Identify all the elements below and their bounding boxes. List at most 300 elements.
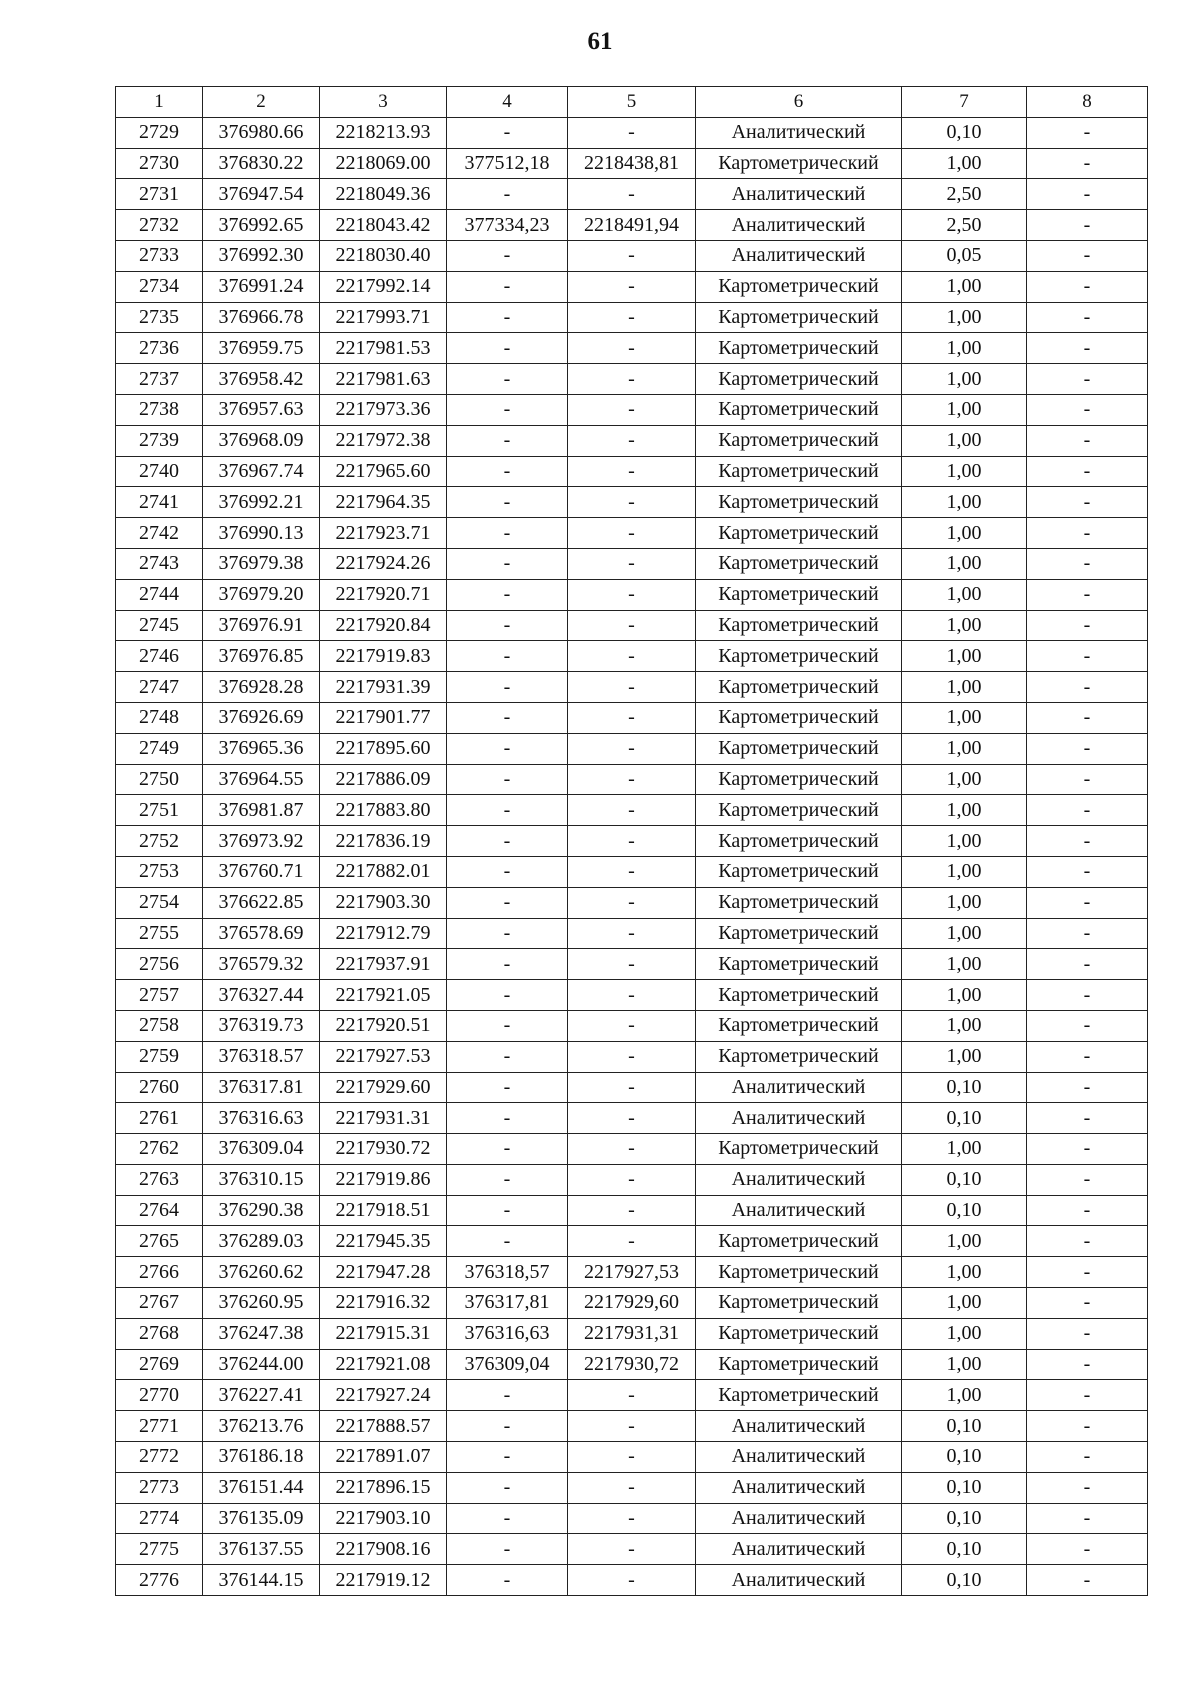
table-cell: -	[568, 1503, 696, 1534]
table-cell: -	[1027, 1072, 1148, 1103]
table-row	[116, 425, 1148, 456]
table-cell: -	[1027, 764, 1148, 795]
table-row	[116, 1472, 1148, 1503]
table-cell: -	[447, 487, 568, 518]
coordinates-table	[115, 86, 1148, 1596]
table-cell: 2735	[116, 302, 203, 333]
table-cell: 1,00	[902, 702, 1027, 733]
table-row	[116, 1164, 1148, 1195]
table-cell: 1,00	[902, 425, 1027, 456]
page-number: 61	[587, 28, 613, 55]
table-cell: 1,00	[902, 1349, 1027, 1380]
table-row	[116, 1010, 1148, 1041]
table-cell: Картометрический	[696, 487, 902, 518]
table-cell: -	[1027, 302, 1148, 333]
table-row	[116, 1318, 1148, 1349]
table-cell: Картометрический	[696, 1349, 902, 1380]
table-cell: Картометрический	[696, 918, 902, 949]
table-cell: Картометрический	[696, 456, 902, 487]
table-cell: -	[1027, 641, 1148, 672]
table-row	[116, 487, 1148, 518]
table-row	[116, 240, 1148, 271]
table-cell: 2772	[116, 1442, 203, 1473]
table-cell: Аналитический	[696, 1103, 902, 1134]
table-cell: 376316,63	[447, 1318, 568, 1349]
table-cell: 2746	[116, 641, 203, 672]
table-cell: -	[1027, 1134, 1148, 1165]
table-cell: 376973.92	[203, 826, 320, 857]
table-cell: 1,00	[902, 826, 1027, 857]
table-cell: 2752	[116, 826, 203, 857]
table-cell: -	[1027, 1164, 1148, 1195]
table-row	[116, 1503, 1148, 1534]
column-header: 5	[568, 87, 696, 118]
table-cell: 1,00	[902, 394, 1027, 425]
table-cell: 0,10	[902, 1072, 1027, 1103]
header-row	[116, 87, 1148, 118]
table-cell: -	[1027, 672, 1148, 703]
table-cell: -	[1027, 887, 1148, 918]
table-cell: -	[447, 1411, 568, 1442]
table-cell: Картометрический	[696, 672, 902, 703]
table-cell: -	[568, 1226, 696, 1257]
table-cell: -	[1027, 610, 1148, 641]
table-cell: Аналитический	[696, 179, 902, 210]
table-cell: -	[447, 302, 568, 333]
table-cell: 376760.71	[203, 856, 320, 887]
table-cell: 2218043.42	[320, 210, 447, 241]
table-cell: 1,00	[902, 610, 1027, 641]
table-cell: 1,00	[902, 1041, 1027, 1072]
table-cell: -	[447, 1226, 568, 1257]
table-cell: -	[447, 394, 568, 425]
table-cell: 2739	[116, 425, 203, 456]
table-cell: -	[568, 456, 696, 487]
table-cell: 2745	[116, 610, 203, 641]
table-cell: 376244.00	[203, 1349, 320, 1380]
table-cell: -	[447, 364, 568, 395]
table-cell: 1,00	[902, 302, 1027, 333]
table-cell: 376980.66	[203, 117, 320, 148]
table-cell: -	[568, 240, 696, 271]
table-row	[116, 456, 1148, 487]
table-row	[116, 117, 1148, 148]
table-cell: 376976.91	[203, 610, 320, 641]
table-cell: Картометрический	[696, 333, 902, 364]
table-cell: -	[1027, 487, 1148, 518]
table-cell: 1,00	[902, 364, 1027, 395]
table-row	[116, 1534, 1148, 1565]
table-cell: Картометрический	[696, 826, 902, 857]
table-cell: -	[447, 1041, 568, 1072]
table-cell: 376318,57	[447, 1257, 568, 1288]
table-cell: Аналитический	[696, 210, 902, 241]
table-row	[116, 1226, 1148, 1257]
table-cell: 2217916.32	[320, 1288, 447, 1319]
table-cell: 1,00	[902, 856, 1027, 887]
table-cell: 376990.13	[203, 518, 320, 549]
table-cell: -	[1027, 795, 1148, 826]
table-cell: 2217921.05	[320, 980, 447, 1011]
table-cell: 376227.41	[203, 1380, 320, 1411]
table-row	[116, 795, 1148, 826]
table-row	[116, 764, 1148, 795]
table-cell: 376578.69	[203, 918, 320, 949]
table-cell: 2217919.12	[320, 1565, 447, 1596]
table-cell: -	[447, 1103, 568, 1134]
table-row	[116, 702, 1148, 733]
table-cell: Картометрический	[696, 856, 902, 887]
table-row	[116, 271, 1148, 302]
table-cell: 376316.63	[203, 1103, 320, 1134]
table-cell: 376186.18	[203, 1442, 320, 1473]
table-cell: 2754	[116, 887, 203, 918]
table-cell: -	[447, 548, 568, 579]
table-cell: 2217931,31	[568, 1318, 696, 1349]
table-cell: -	[568, 826, 696, 857]
table-cell: -	[568, 1134, 696, 1165]
table-cell: -	[568, 1565, 696, 1596]
table-cell: 2749	[116, 733, 203, 764]
table-row	[116, 856, 1148, 887]
column-header: 2	[203, 87, 320, 118]
table-cell: -	[1027, 856, 1148, 887]
table-row	[116, 579, 1148, 610]
table-cell: -	[568, 518, 696, 549]
table-cell: 376830.22	[203, 148, 320, 179]
table-cell: 376327.44	[203, 980, 320, 1011]
table-cell: 2218213.93	[320, 117, 447, 148]
table-cell: -	[568, 764, 696, 795]
table-cell: -	[1027, 548, 1148, 579]
table-cell: -	[568, 1010, 696, 1041]
table-cell: 2762	[116, 1134, 203, 1165]
table-cell: -	[568, 117, 696, 148]
table-cell: Картометрический	[696, 148, 902, 179]
table-cell: 2775	[116, 1534, 203, 1565]
table-cell: -	[1027, 1318, 1148, 1349]
table-cell: -	[1027, 1041, 1148, 1072]
table-cell: 2217901.77	[320, 702, 447, 733]
table-cell: -	[447, 764, 568, 795]
table-cell: 376992.65	[203, 210, 320, 241]
table-cell: 2217981.63	[320, 364, 447, 395]
table-cell: 2217965.60	[320, 456, 447, 487]
table-cell: -	[1027, 1010, 1148, 1041]
table-cell: 2217891.07	[320, 1442, 447, 1473]
table-cell: Картометрический	[696, 364, 902, 395]
table-cell: 2217923.71	[320, 518, 447, 549]
table-cell: 2217993.71	[320, 302, 447, 333]
table-cell: -	[447, 240, 568, 271]
table-cell: Аналитический	[696, 1503, 902, 1534]
table-row	[116, 1134, 1148, 1165]
table-cell: -	[568, 1534, 696, 1565]
table-cell: -	[568, 1041, 696, 1072]
table-cell: 376622.85	[203, 887, 320, 918]
table-row	[116, 148, 1148, 179]
table-cell: 1,00	[902, 980, 1027, 1011]
table-cell: 1,00	[902, 148, 1027, 179]
table-cell: -	[1027, 1442, 1148, 1473]
table-cell: 2217964.35	[320, 487, 447, 518]
table-cell: 2217903.30	[320, 887, 447, 918]
table-cell: 1,00	[902, 579, 1027, 610]
table-cell: -	[447, 425, 568, 456]
table-cell: -	[1027, 518, 1148, 549]
table-cell: 2217945.35	[320, 1226, 447, 1257]
table-cell: 2217947.28	[320, 1257, 447, 1288]
table-cell: 376979.38	[203, 548, 320, 579]
table-cell: 1,00	[902, 1010, 1027, 1041]
table-cell: 376260.95	[203, 1288, 320, 1319]
table-cell: 2217929.60	[320, 1072, 447, 1103]
table-cell: 2744	[116, 579, 203, 610]
table-cell: 376151.44	[203, 1472, 320, 1503]
table-cell: -	[447, 179, 568, 210]
table-cell: Аналитический	[696, 1411, 902, 1442]
table-cell: 1,00	[902, 271, 1027, 302]
table-cell: -	[1027, 148, 1148, 179]
table-row	[116, 333, 1148, 364]
table-cell: -	[568, 1380, 696, 1411]
table-cell: 0,10	[902, 1195, 1027, 1226]
table-cell: 2774	[116, 1503, 203, 1534]
table-cell: 2217921.08	[320, 1349, 447, 1380]
table-cell: 376213.76	[203, 1411, 320, 1442]
table-cell: Аналитический	[696, 1534, 902, 1565]
table-row	[116, 826, 1148, 857]
table-cell: Картометрический	[696, 610, 902, 641]
table-cell: 376247.38	[203, 1318, 320, 1349]
table-cell: -	[1027, 425, 1148, 456]
table-cell: -	[568, 548, 696, 579]
table-cell: 376992.30	[203, 240, 320, 271]
table-cell: 2740	[116, 456, 203, 487]
table-row	[116, 302, 1148, 333]
table-cell: -	[447, 887, 568, 918]
table-cell: 376968.09	[203, 425, 320, 456]
table-cell: 376976.85	[203, 641, 320, 672]
table-cell: 376309,04	[447, 1349, 568, 1380]
table-cell: 376144.15	[203, 1565, 320, 1596]
table-cell: 2218491,94	[568, 210, 696, 241]
table-cell: -	[1027, 918, 1148, 949]
table-cell: 0,10	[902, 117, 1027, 148]
table-row	[116, 364, 1148, 395]
table-cell: 2741	[116, 487, 203, 518]
table-cell: -	[568, 918, 696, 949]
table-cell: -	[568, 980, 696, 1011]
table-cell: -	[568, 487, 696, 518]
table-cell: Картометрический	[696, 394, 902, 425]
table-row	[116, 1103, 1148, 1134]
table-cell: 2767	[116, 1288, 203, 1319]
table-cell: -	[447, 456, 568, 487]
table-cell: 1,00	[902, 733, 1027, 764]
table-cell: 1,00	[902, 887, 1027, 918]
table-cell: -	[1027, 1257, 1148, 1288]
table-cell: Картометрический	[696, 425, 902, 456]
table-cell: 2217903.10	[320, 1503, 447, 1534]
table-cell: -	[447, 1134, 568, 1165]
table-cell: 2217992.14	[320, 271, 447, 302]
table-row	[116, 733, 1148, 764]
table-cell: -	[1027, 733, 1148, 764]
table-cell: Аналитический	[696, 1195, 902, 1226]
table-row	[116, 1041, 1148, 1072]
table-row	[116, 1257, 1148, 1288]
table-cell: 376959.75	[203, 333, 320, 364]
table-cell: Картометрический	[696, 641, 902, 672]
table-cell: -	[1027, 364, 1148, 395]
table-cell: 2765	[116, 1226, 203, 1257]
table-cell: 0,05	[902, 240, 1027, 271]
table-cell: -	[447, 672, 568, 703]
table-cell: 1,00	[902, 548, 1027, 579]
table-cell: 2217931.31	[320, 1103, 447, 1134]
table-body	[116, 117, 1148, 1595]
table-cell: -	[568, 641, 696, 672]
table-cell: -	[1027, 1411, 1148, 1442]
table-cell: -	[568, 949, 696, 980]
table-cell: 376947.54	[203, 179, 320, 210]
table-cell: 2217882.01	[320, 856, 447, 887]
table-cell: 2750	[116, 764, 203, 795]
table-cell: -	[447, 1565, 568, 1596]
table-row	[116, 1565, 1148, 1596]
table-cell: 0,10	[902, 1472, 1027, 1503]
table-cell: -	[568, 1164, 696, 1195]
table-cell: 2738	[116, 394, 203, 425]
table-cell: 2218030.40	[320, 240, 447, 271]
table-cell: 1,00	[902, 672, 1027, 703]
table-cell: 2734	[116, 271, 203, 302]
table-cell: Аналитический	[696, 240, 902, 271]
table-cell: Картометрический	[696, 1041, 902, 1072]
table-cell: 2218049.36	[320, 179, 447, 210]
table-cell: Картометрический	[696, 702, 902, 733]
table-cell: 1,00	[902, 333, 1027, 364]
table-cell: Картометрический	[696, 548, 902, 579]
table-cell: 376981.87	[203, 795, 320, 826]
table-cell: Картометрический	[696, 1380, 902, 1411]
table-cell: -	[1027, 210, 1148, 241]
table-cell: 2217888.57	[320, 1411, 447, 1442]
table-cell: 2217929,60	[568, 1288, 696, 1319]
table-cell: -	[447, 1380, 568, 1411]
table-cell: 376966.78	[203, 302, 320, 333]
table-cell: -	[568, 1472, 696, 1503]
table-cell: -	[568, 333, 696, 364]
table-cell: Картометрический	[696, 795, 902, 826]
table-cell: 376992.21	[203, 487, 320, 518]
table-cell: 2761	[116, 1103, 203, 1134]
table-cell: 2217919.86	[320, 1164, 447, 1195]
table-cell: 2731	[116, 179, 203, 210]
table-cell: -	[1027, 1565, 1148, 1596]
table-cell: Картометрический	[696, 1288, 902, 1319]
table-cell: Картометрический	[696, 980, 902, 1011]
table-cell: 2217927,53	[568, 1257, 696, 1288]
table-cell: 2776	[116, 1565, 203, 1596]
table-cell: 1,00	[902, 1257, 1027, 1288]
table-cell: 376964.55	[203, 764, 320, 795]
table-cell: -	[1027, 1226, 1148, 1257]
table-cell: -	[568, 1411, 696, 1442]
table-cell: -	[447, 1534, 568, 1565]
table-cell: 376318.57	[203, 1041, 320, 1072]
table-cell: -	[568, 1103, 696, 1134]
table-cell: 2753	[116, 856, 203, 887]
table-cell: 1,00	[902, 641, 1027, 672]
table-cell: 1,00	[902, 764, 1027, 795]
table-cell: 1,00	[902, 518, 1027, 549]
table-cell: -	[568, 579, 696, 610]
table-cell: -	[447, 1195, 568, 1226]
table-cell: -	[447, 117, 568, 148]
table-cell: 376991.24	[203, 271, 320, 302]
table-cell: 2217883.80	[320, 795, 447, 826]
table-row	[116, 672, 1148, 703]
table-cell: -	[447, 702, 568, 733]
table-row	[116, 1442, 1148, 1473]
table-row	[116, 949, 1148, 980]
table-cell: 1,00	[902, 1134, 1027, 1165]
table-cell: 1,00	[902, 1318, 1027, 1349]
table-cell: 377512,18	[447, 148, 568, 179]
table-cell: 2730	[116, 148, 203, 179]
table-cell: -	[568, 1442, 696, 1473]
table-cell: 376135.09	[203, 1503, 320, 1534]
table-row	[116, 394, 1148, 425]
table-cell: -	[447, 610, 568, 641]
table-cell: 2771	[116, 1411, 203, 1442]
table-cell: 376979.20	[203, 579, 320, 610]
table-row	[116, 980, 1148, 1011]
table-cell: -	[1027, 1534, 1148, 1565]
table-cell: -	[447, 918, 568, 949]
table-cell: Аналитический	[696, 1442, 902, 1473]
table-cell: 2217930.72	[320, 1134, 447, 1165]
table-cell: 2732	[116, 210, 203, 241]
table-cell: 2770	[116, 1380, 203, 1411]
table-cell: 0,10	[902, 1411, 1027, 1442]
table-cell: -	[1027, 117, 1148, 148]
table-cell: -	[1027, 271, 1148, 302]
table-cell: 2217981.53	[320, 333, 447, 364]
table-row	[116, 610, 1148, 641]
table-cell: -	[447, 856, 568, 887]
table-cell: 2766	[116, 1257, 203, 1288]
table-cell: -	[568, 795, 696, 826]
table-cell: 2217927.24	[320, 1380, 447, 1411]
table-cell: 2769	[116, 1349, 203, 1380]
table-cell: 2217930,72	[568, 1349, 696, 1380]
table-cell: Картометрический	[696, 302, 902, 333]
table-cell: -	[447, 733, 568, 764]
table-cell: -	[1027, 1503, 1148, 1534]
table-row	[116, 1072, 1148, 1103]
table-cell: Картометрический	[696, 1134, 902, 1165]
table-row	[116, 1195, 1148, 1226]
table-cell: Аналитический	[696, 1072, 902, 1103]
table-cell: Картометрический	[696, 764, 902, 795]
table-cell: Картометрический	[696, 1226, 902, 1257]
table-cell: 0,10	[902, 1442, 1027, 1473]
table-row	[116, 1411, 1148, 1442]
table-cell: 2743	[116, 548, 203, 579]
